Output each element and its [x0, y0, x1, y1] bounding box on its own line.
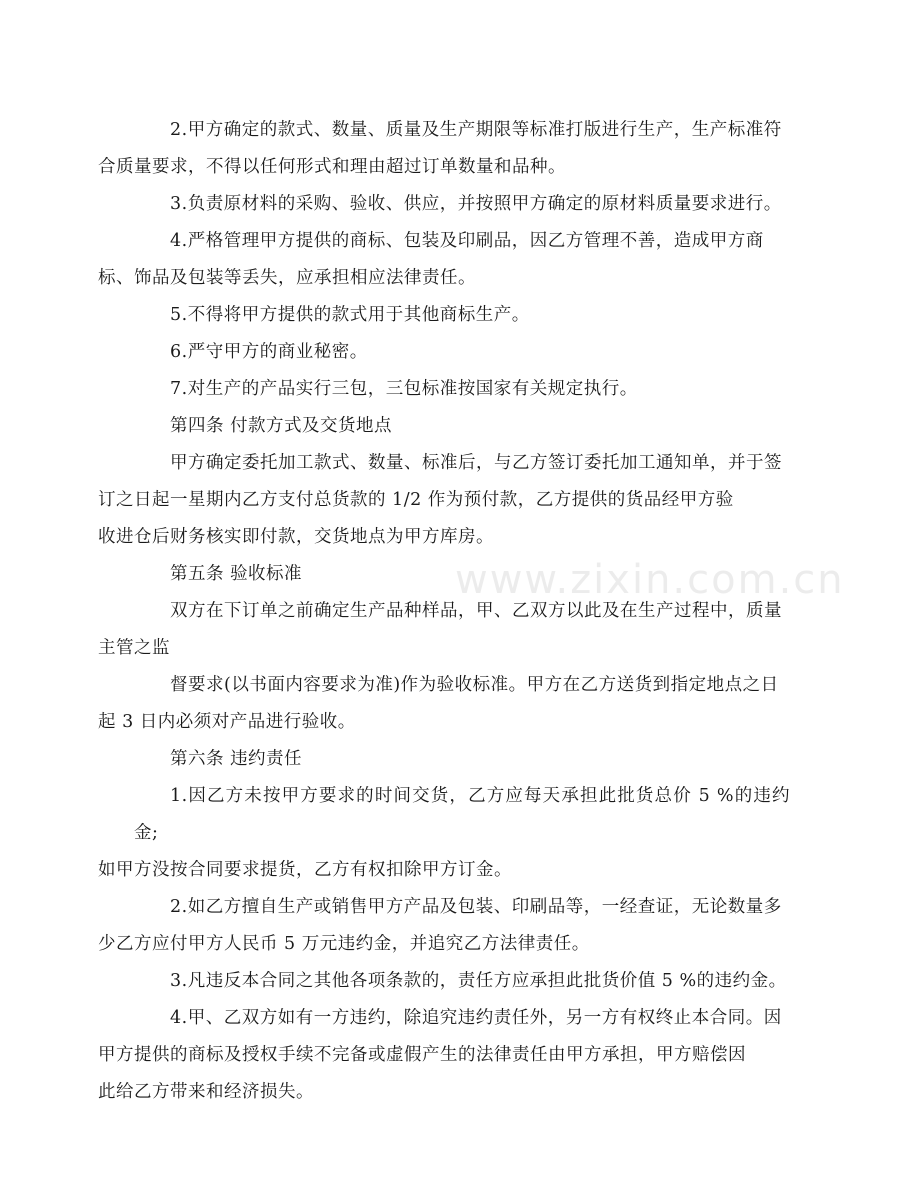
paragraph: [98, 1000, 790, 1111]
document-body: [98, 112, 790, 1111]
text-line: 少乙方应付甲方人民币 5 万元违约金，并追究乙方法律责任。: [98, 934, 590, 954]
text-line: 2.甲方确定的款式、数量、质量及生产期限等标准打版进行生产，生产标准符: [170, 120, 782, 140]
paragraph: [134, 334, 790, 371]
paragraph: [134, 963, 790, 1000]
text-line: 6.严守甲方的商业秘密。: [170, 342, 368, 362]
text-line: 标、饰品及包装等丢失，应承担相应法律责任。: [98, 268, 476, 288]
paragraph: [98, 889, 790, 963]
paragraph: [134, 408, 790, 445]
paragraph: [98, 667, 790, 741]
text-line: 第五条 验收标准: [170, 564, 303, 584]
text-line: 甲方提供的商标及授权手续不完备或虚假产生的法律责任由甲方承担，甲方赔偿因: [98, 1045, 746, 1065]
text-line: 7.对生产的产品实行三包，三包标准按国家有关规定执行。: [170, 379, 638, 399]
text-line: 1.因乙方未按甲方要求的时间交货，乙方应每天承担此批货总价 5 %的违约金;: [134, 786, 790, 843]
text-line: 如甲方没按合同要求提货，乙方有权扣除甲方订金。: [98, 860, 512, 880]
text-line: 督要求(以书面内容要求为准)作为验收标准。甲方在乙方送货到指定地点之日: [170, 675, 779, 695]
text-line: 4.严格管理甲方提供的商标、包装及印刷品，因乙方管理不善，造成甲方商: [170, 231, 764, 251]
paragraph: [98, 445, 790, 556]
text-line: 起 3 日内必须对产品进行验收。: [98, 712, 356, 732]
paragraph: [134, 186, 790, 223]
text-line: 4.甲、乙双方如有一方违约，除追究违约责任外，另一方有权终止本合同。因: [170, 1008, 782, 1028]
text-line: 5.不得将甲方提供的款式用于其他商标生产。: [170, 305, 530, 325]
paragraph: [134, 297, 790, 334]
text-line: 订之日起一星期内乙方支付总货款的 1/2 作为预付款，乙方提供的货品经甲方验: [98, 490, 734, 510]
watermark: www.zixin.com.cn: [455, 557, 845, 603]
text-line: 第六条 违约责任: [170, 749, 303, 769]
paragraph: [98, 593, 790, 667]
text-line: 合质量要求，不得以任何形式和理由超过订单数量和品种。: [98, 157, 566, 177]
text-line: 双方在下订单之前确定生产品种样品，甲、乙双方以此及在生产过程中，质量: [170, 601, 782, 621]
text-line: 主管之监: [98, 638, 170, 658]
text-line: 3.凡违反本合同之其他各项条款的，责任方应承担此批货价值 5 %的违约金。: [170, 971, 787, 991]
text-line: 3.负责原材料的采购、验收、供应，并按照甲方确定的原材料质量要求进行。: [170, 194, 782, 214]
text-line: 第四条 付款方式及交货地点: [170, 416, 393, 436]
paragraph: [98, 223, 790, 297]
paragraph: [98, 112, 790, 186]
paragraph: [98, 778, 790, 889]
text-line: 收进仓后财务核实即付款，交货地点为甲方库房。: [98, 527, 494, 547]
text-line: 此给乙方带来和经济损失。: [98, 1082, 314, 1102]
text-line: 甲方确定委托加工款式、数量、标准后，与乙方签订委托加工通知单，并于签: [170, 453, 782, 473]
paragraph: [134, 371, 790, 408]
paragraph: [134, 741, 790, 778]
paragraph: [134, 556, 790, 593]
text-line: 2.如乙方擅自生产或销售甲方产品及包装、印刷品等，一经查证，无论数量多: [170, 897, 782, 917]
